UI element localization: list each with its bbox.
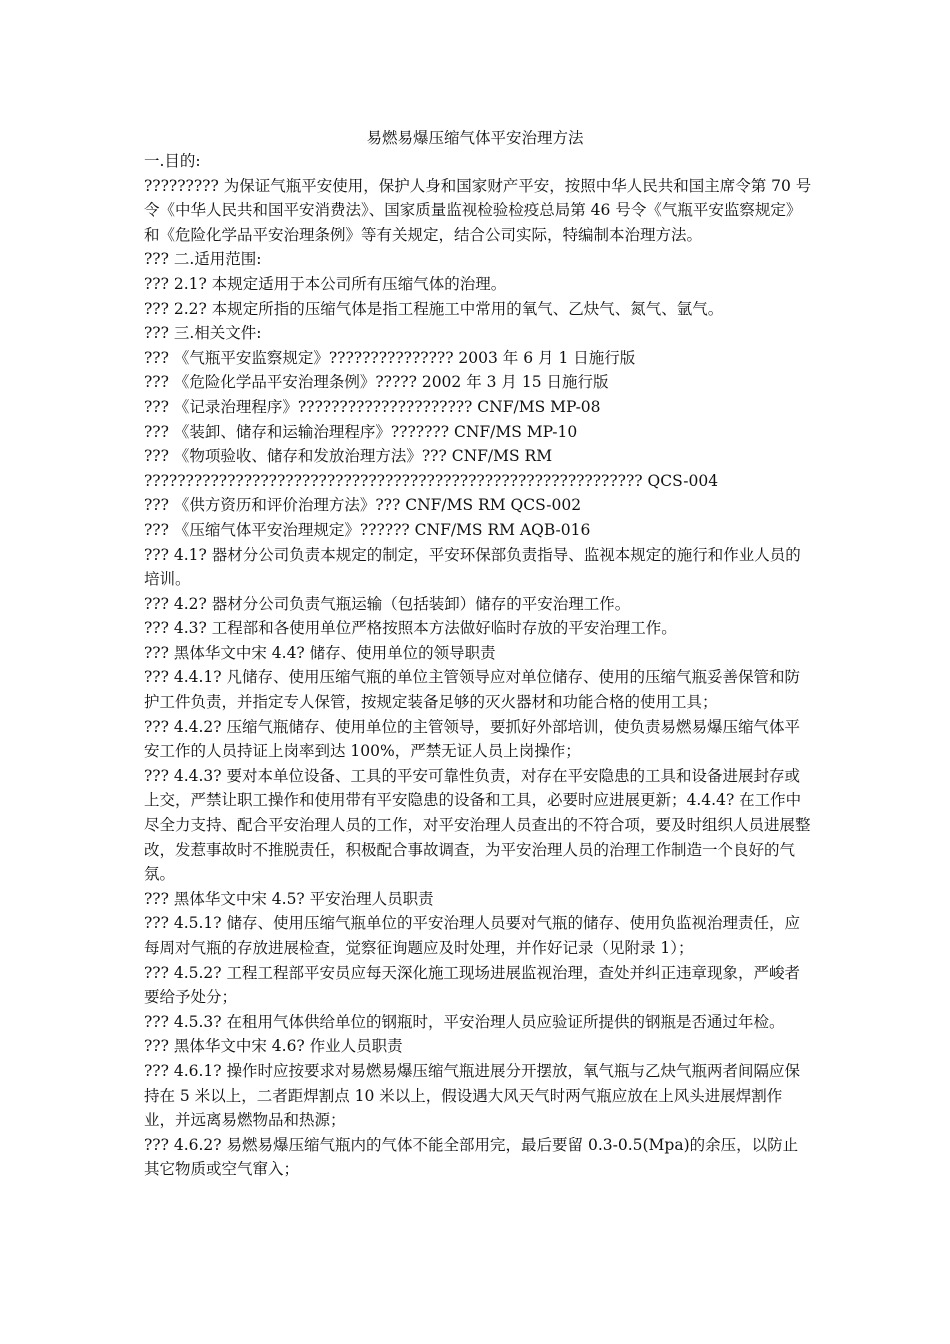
paragraph: ??? 4.4.3? 要对本单位设备、工具的平安可靠性负责，对存在平安隐患的工具和设备进展封存或上交，严禁让职工操作和使用带有平安隐患的设备和工具，必要时应进展更新；4.4.4? 在工作中尽全力支持、配合平安治理人员的工作，对平安治理人员查出的不符合项，要及时组织人员进展整改，发惹事故时不推脱责任，积极配合事故调查，为平安治理人员的治理工作制造一个良好的气氛。 <box>144 766 811 884</box>
paragraph: ??? 4.3? 工程部和各使用单位严格按照本方法做好临时存放的平安治理工作。 <box>144 619 677 638</box>
paragraph: ??? 4.6.1? 操作时应按要求对易燃易爆压缩气瓶进展分开摆放，氧气瓶与乙炔气瓶两者间隔应保持在 5 米以上，二者距焊割点 10 米以上，假设遇大风天气时两气瓶应放在上风头进展焊割作业，并远离易燃物品和热源； <box>144 1061 801 1130</box>
paragraph: ??? 《气瓶平安监察规定》??????????????? 2003 年 6 月 1 日施行版 <box>144 348 636 367</box>
paragraph: 一.目的: <box>144 152 201 170</box>
paragraph: ??? 《记录治理程序》????????????????????? CNF/MS MP-08 <box>144 397 601 416</box>
paragraph: ??? 黑体华文中宋 4.5? 平安治理人员职责 <box>144 889 434 908</box>
paragraph: ??? 《装卸、储存和运输治理程序》??????? CNF/MS MP-10 <box>144 422 578 441</box>
paragraph: ??? 2.2? 本规定所指的压缩气体是指工程施工中常用的氧气、乙炔气、氮气、氩气。 <box>144 299 724 318</box>
paragraph: ??? 4.4.1? 凡储存、使用压缩气瓶的单位主管领导应对单位储存、使用的压缩气瓶妥善保管和防护工件负责，并指定专人保管，按规定装备足够的灭火器材和功能合格的使用工具； <box>144 668 801 712</box>
paragraph: ??? 《物项验收、储存和发放治理方法》??? CNF/MS RM <box>144 447 553 466</box>
paragraph: ??? 三.相关文件: <box>144 324 262 343</box>
paragraph: ??? 4.4.2? 压缩气瓶储存、使用单位的主管领导，要抓好外部培训，使负责易燃易爆压缩气体平安工作的人员持证上岗率到达 100%，严禁无证人员上岗操作； <box>144 717 801 761</box>
paragraph: ??? 4.2? 器材分公司负责气瓶运输（包括装卸）储存的平安治理工作。 <box>144 594 631 613</box>
paragraph: ??? 黑体华文中宋 4.6? 作业人员职责 <box>144 1037 403 1056</box>
document-title: 易燃易爆压缩气体平安治理方法 <box>366 129 584 147</box>
paragraph: ??? 4.5.1? 储存、使用压缩气瓶单位的平安治理人员要对气瓶的储存、使用负监视治理责任，应每周对气瓶的存放进展检查，觉察征询题应及时处理，并作好记录（见附录 1）； <box>144 914 801 957</box>
paragraph: ??? 4.5.2? 工程工程部平安员应每天深化施工现场进展监视治理，查处并纠正违章现象，严峻者要给予处分； <box>144 963 801 1007</box>
paragraph: ??? 4.5.3? 在租用气体供给单位的钢瓶时，平安治理人员应验证所提供的钢瓶是否通过年检。 <box>144 1012 785 1031</box>
paragraph: ??? 4.6.2? 易燃易爆压缩气瓶内的气体不能全部用完，最后要留 0.3-0.5(Mpa)的余压，以防止其它物质或空气窜入； <box>144 1135 799 1179</box>
paragraph: ???????????????????????????????????????????????????????????? QCS-004 <box>144 471 719 490</box>
paragraph: ??? 《压缩气体平安治理规定》?????? CNF/MS RM AQB-016 <box>144 520 591 539</box>
paragraph: ??? 《供方资历和评价治理方法》??? CNF/MS RM QCS-002 <box>144 496 582 515</box>
paragraph: ??? 4.1? 器材分公司负责本规定的制定，平安环保部负责指导、监视本规定的施行和作业人员的培训。 <box>144 545 801 589</box>
paragraph: ??? 《危险化学品平安治理条例》????? 2002 年 3 月 15 日施行版 <box>144 373 609 392</box>
paragraph: ??? 黑体华文中宋 4.4? 储存、使用单位的领导职责 <box>144 643 496 662</box>
paragraph: ??? 2.1? 本规定适用于本公司所有压缩气体的治理。 <box>144 274 507 293</box>
document-body <box>144 149 812 1182</box>
paragraph: ??? 二.适用范围: <box>144 250 262 269</box>
paragraph: ????????? 为保证气瓶平安使用，保护人身和国家财产平安，按照中华人民共和国主席令第 70 号令《中华人民共和国平安消费法》、国家质量监视检验检疫总局第 46 号令《气瓶平安监察规定》和《危险化学品平安治理条例》等有关规定，结合公司实际，特编制本治理方法。 <box>144 176 812 244</box>
